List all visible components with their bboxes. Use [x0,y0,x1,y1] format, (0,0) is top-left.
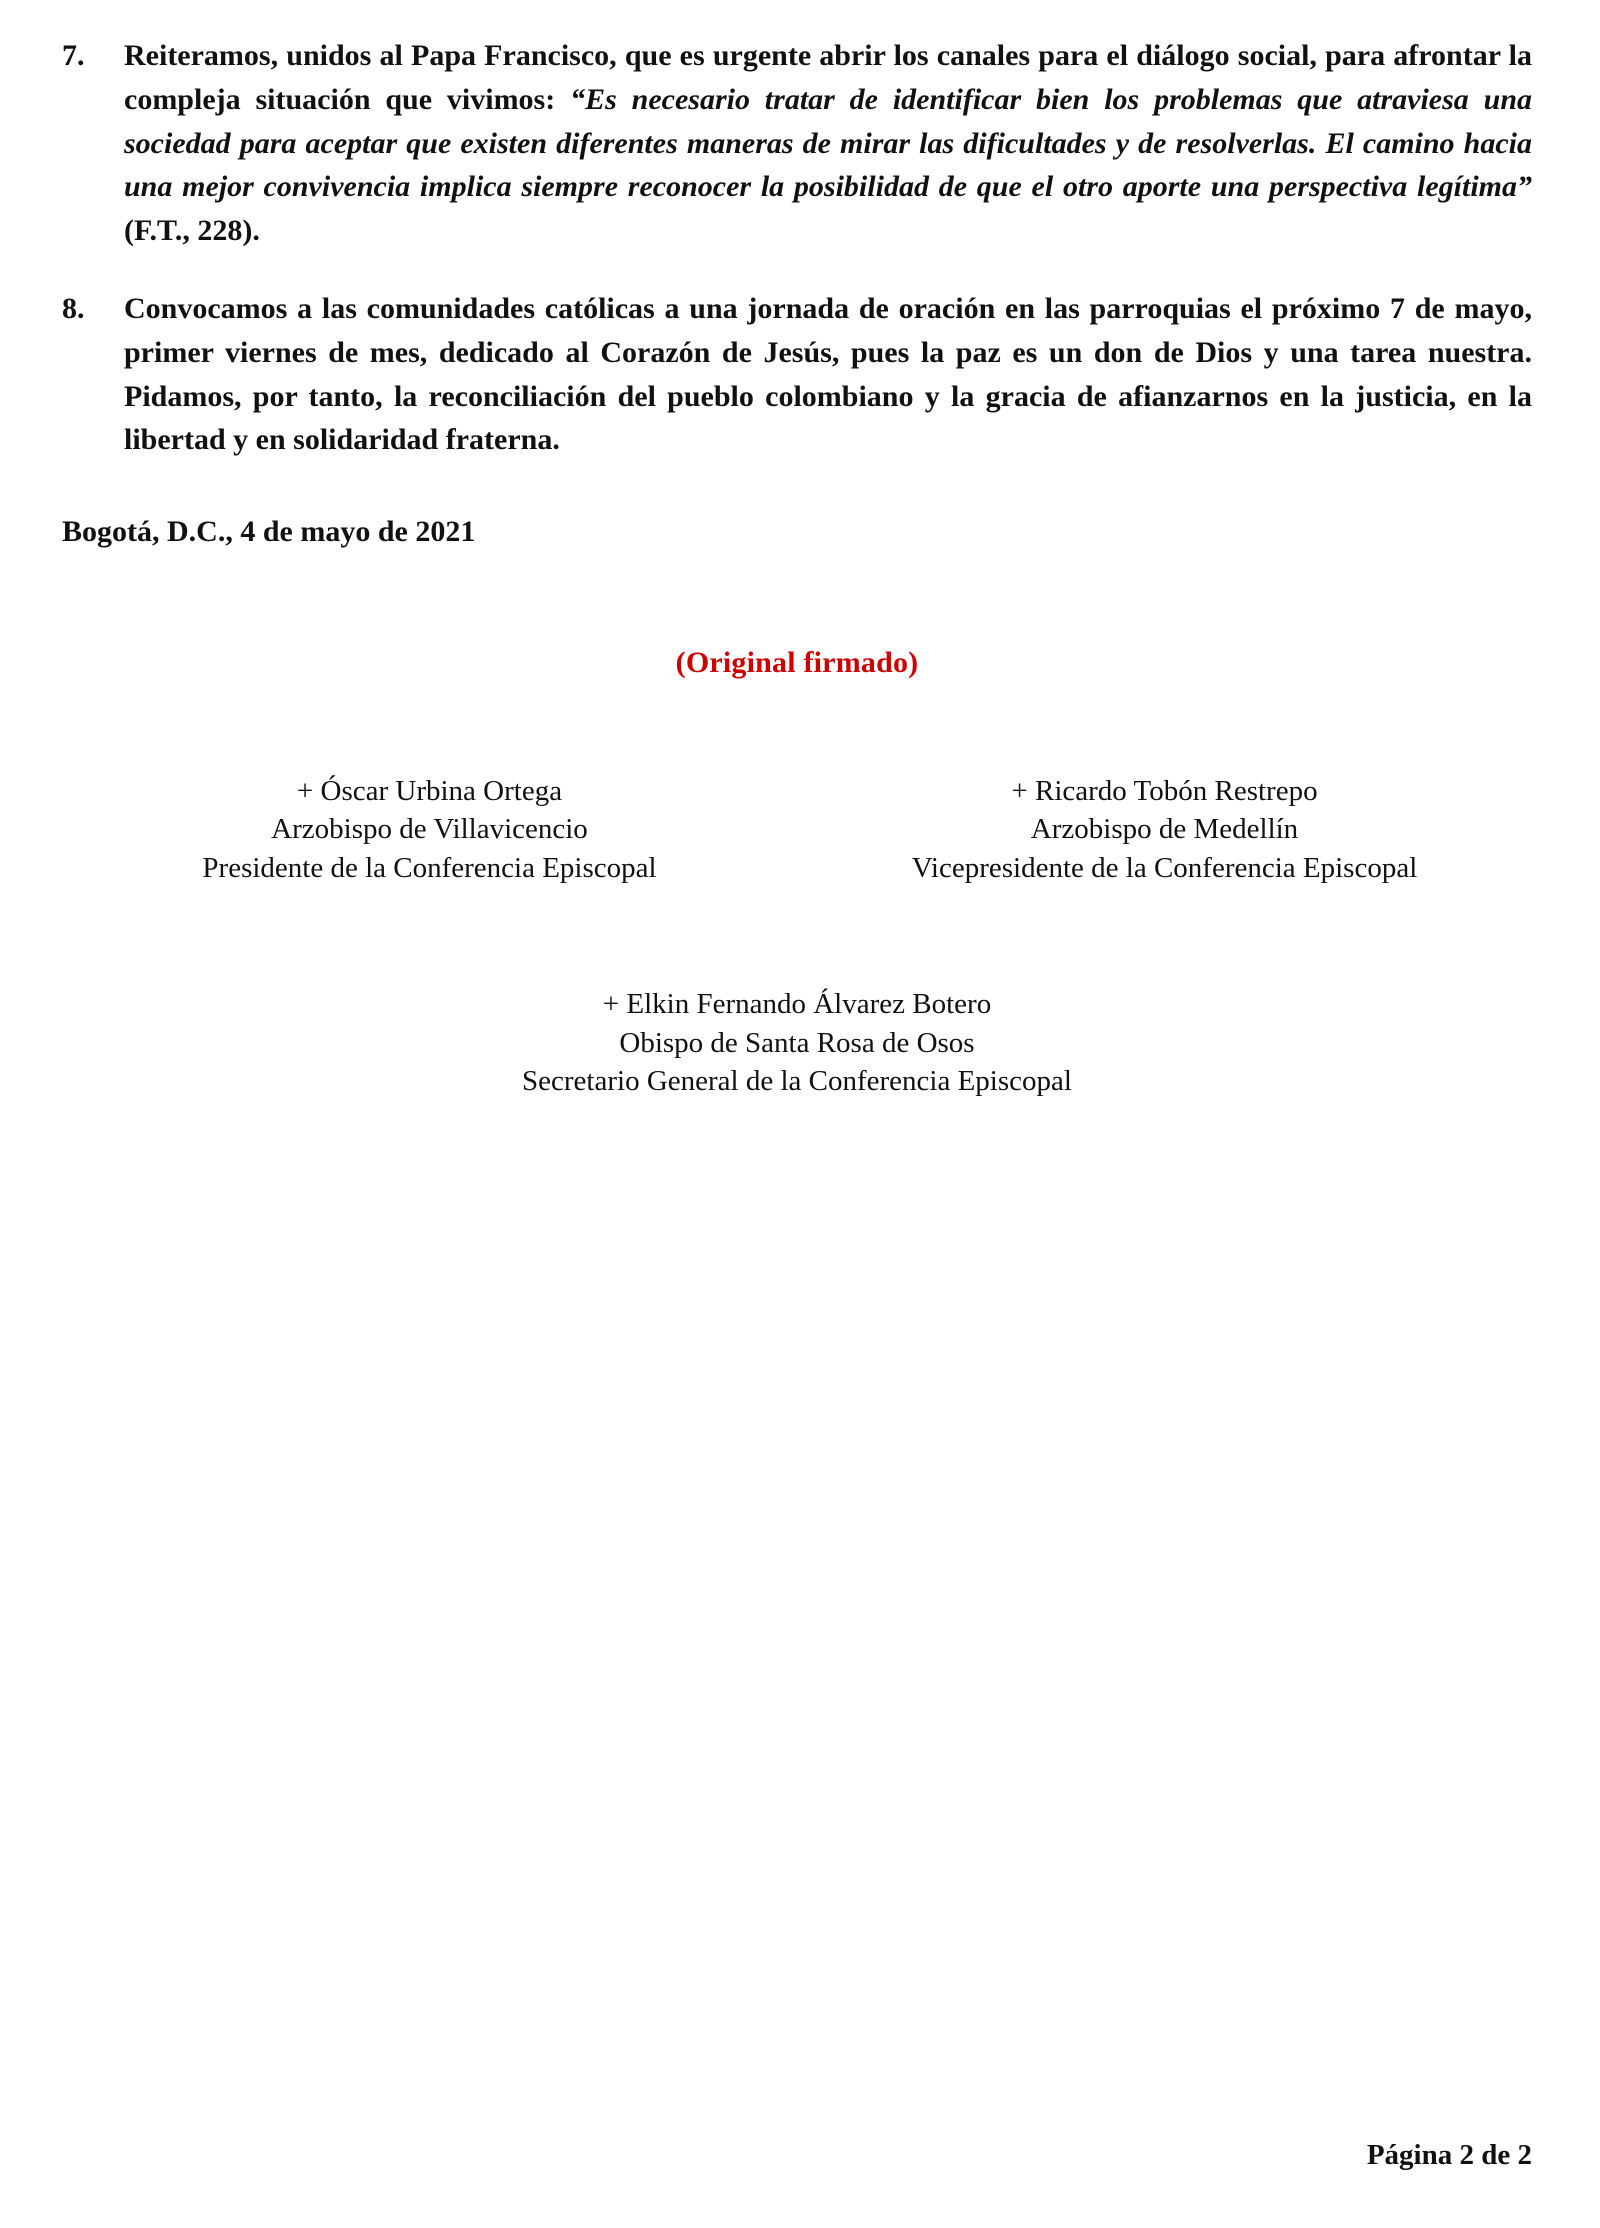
paragraph-7-citation: (F.T., 228). [124,214,260,248]
signature-role-president: Arzobispo de Villavicencio [271,813,588,846]
signature-block-vicepresident [797,772,1532,888]
paragraph-7-quotation: “Es necesario tratar de identificar bien los problemas que atraviesa una sociedad para aceptar que existen diferentes maneras de mirar las dificultades y de resolverlas. El camino hacia una mejor convivencia implica siempre reconocer la posibilidad de que el otro aporte una perspectiva legítima” [124,82,1532,204]
signature-row-top [62,772,1532,888]
dateline: Bogotá, D.C., 4 de mayo de 2021 [62,515,476,549]
paragraph-number-7: 7. [62,39,85,72]
signature-block-president [62,772,797,888]
page-number-footer: Página 2 de 2 [1366,2139,1532,2171]
signature-role-secretary: Obispo de Santa Rosa de Osos [619,1026,975,1059]
signature-name-president: + Óscar Urbina Ortega [296,774,563,807]
paragraph-body-8: Convocamos a las comunidades católicas a una jornada de oración en las parroquias el próximo 7 de mayo, primer viernes de mes, dedicado al Corazón de Jesús, pues la paz es un don de Dios y una tarea nuestra. Pidamos, por tanto, la reconciliación del pueblo colombiano y la gracia de afianzarnos en la justicia, en la libertad y en solidaridad fraterna. [124,291,1532,457]
signature-role-vicepresident: Arzobispo de Medellín [1030,813,1299,846]
numbered-paragraph-7 [62,34,1532,253]
signature-office-president: Presidente de la Conferencia Episcopal [202,851,657,884]
paragraph-7-intro-text: Reiteramos, unidos al Papa Francisco, que es urgente abrir los canales para el diálogo social, para afrontar la compleja situación que vivimos: [124,39,1532,116]
original-signed-notice: (Original firmado) [675,645,919,679]
paragraph-body-7 [124,34,1532,253]
signature-office-vicepresident: Vicepresidente de la Conferencia Episcopal [911,851,1418,884]
paragraph-number-8: 8. [62,291,85,325]
signature-row-bottom [62,985,1532,1101]
document-content [62,34,1532,1101]
signature-name-secretary: + Elkin Fernando Álvarez Botero [602,988,992,1021]
signature-name-vicepresident: + Ricardo Tobón Restrepo [1011,774,1318,807]
numbered-paragraph-8 [62,287,1532,462]
signature-block-secretary [312,985,1282,1101]
signature-office-secretary: Secretario General de la Conferencia Episcopal [522,1065,1072,1098]
